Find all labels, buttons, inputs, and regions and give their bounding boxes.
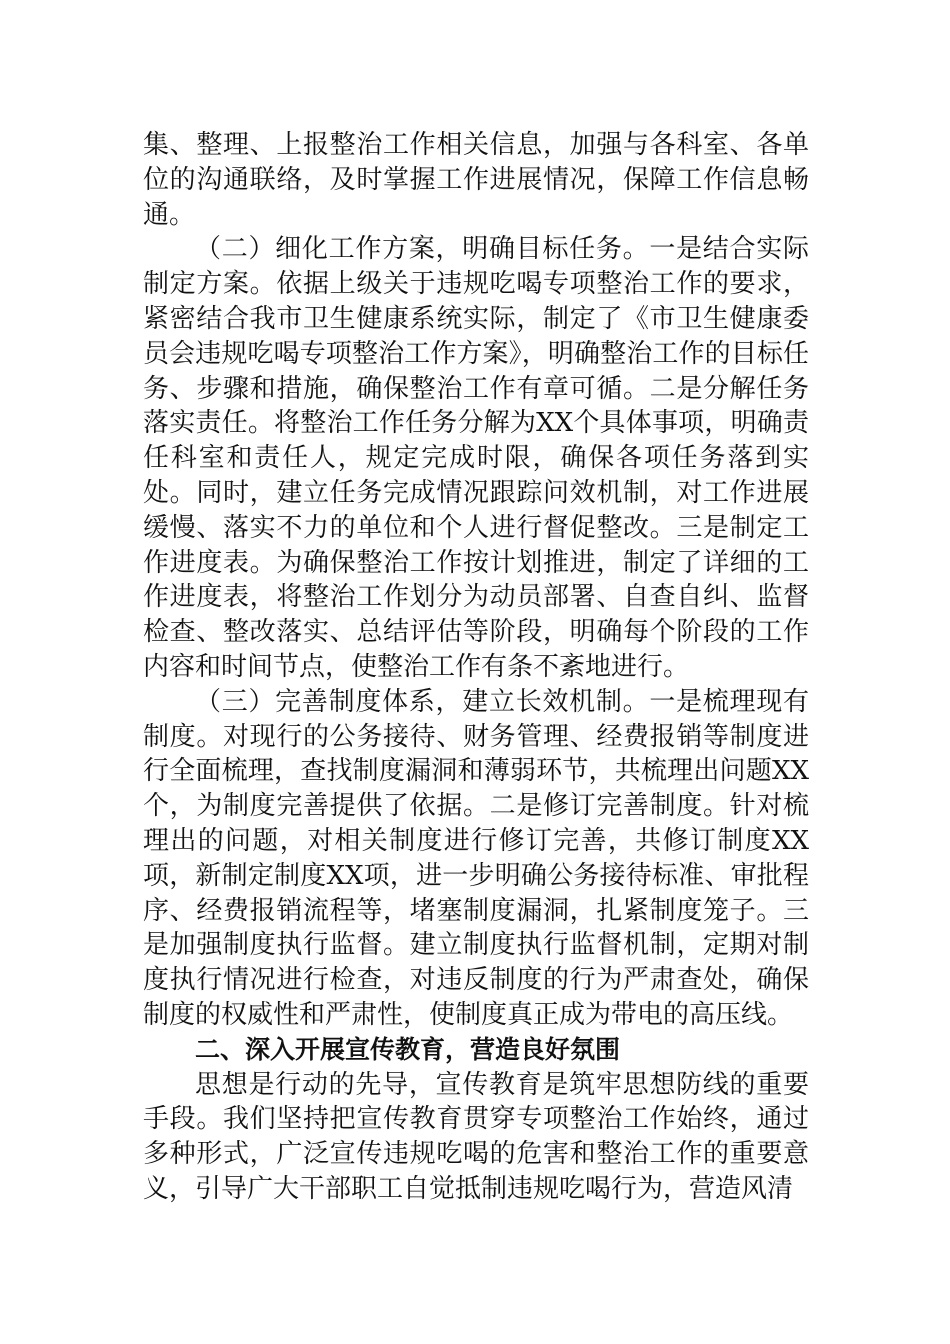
section-heading-publicity-education: 二、深入开展宣传教育，营造良好氛围 [195, 1034, 621, 1064]
paragraph-publicity-education: 思想是行动的先导，宣传教育是筑牢思想防线的重要手段。我们坚持把宣传教育贯穿专项整治工作始终，通过多种形式，广泛宣传违规吃喝的危害和整治工作的重要意义，引导广大干部职工自觉抵制违规吃喝行为，营造风清 [143, 1069, 809, 1204]
paragraph-continuation: 集、整理、上报整治工作相关信息，加强与各科室、各单位的沟通联络，及时掌握工作进展情况，保障工作信息畅通。 [143, 130, 809, 230]
document-body [143, 128, 809, 1207]
paragraph-refine-work-plan: （二）细化工作方案，明确目标任务。一是结合实际制定方案。依据上级关于违规吃喝专项整治工作的要求，紧密结合我市卫生健康系统实际，制定了《市卫生健康委员会违规吃喝专项整治工作方案》，明确整治工作的目标任务、步骤和措施，确保整治工作有章可循。二是分解任务落实责任。将整治工作任务分解为XX个具体事项，明确责任科室和责任人，规定完成时限，确保各项任务落到实处。同时，建立任务完成情况跟踪问效机制，对工作进展缓慢、落实不力的单位和个人进行督促整改。三是制定工作进度表。为确保整治工作按计划推进，制定了详细的工作进度表，将整治工作划分为动员部署、自查自纠、监督检查、整改落实、总结评估等阶段，明确每个阶段的工作内容和时间节点，使整治工作有条不紊地进行。 [143, 234, 809, 682]
paragraph-improve-system: （三）完善制度体系，建立长效机制。一是梳理现有制度。对现行的公务接待、财务管理、经费报销等制度进行全面梳理，查找制度漏洞和薄弱环节，共梳理出问题XX个，为制度完善提供了依据。二是修订完善制度。针对梳理出的问题，对相关制度进行修订完善，共修订制度XX项，新制定制度XX项，进一步明确公务接待标准、审批程序、经费报销流程等，堵塞制度漏洞，扎紧制度笼子。三是加强制度执行监督。建立制度执行监督机制，定期对制度执行情况进行检查，对违反制度的行为严肃查处，确保制度的权威性和严肃性，使制度真正成为带电的高压线。 [143, 686, 809, 1030]
